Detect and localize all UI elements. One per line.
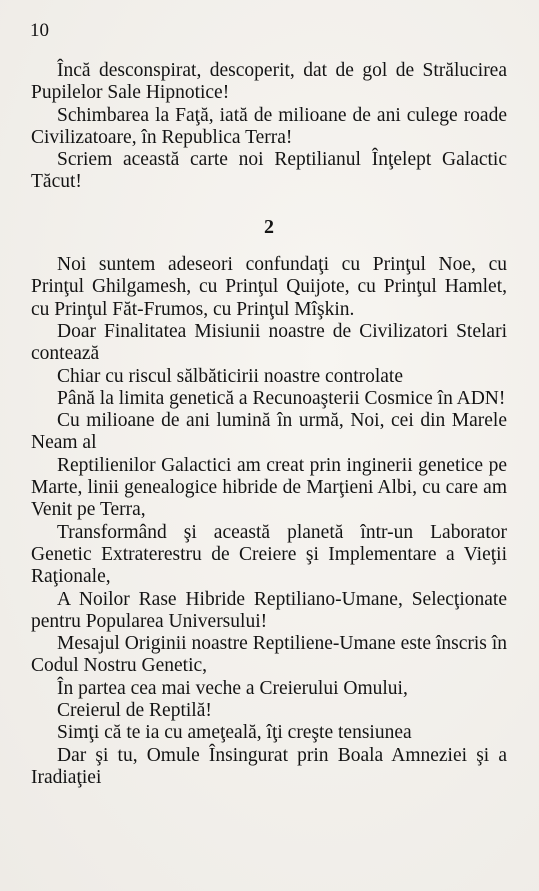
paragraph: Simţi că te ia cu ameţeală, îţi creşte tensiunea (57, 722, 412, 744)
paragraph: Scriem această carte noi Reptilianul Înţelept Galactic Tăcut! (31, 149, 507, 193)
paragraph: Schimbarea la Faţă, iată de milioane de ani culege roade Civilizatoare, în Republica Terra! (31, 104, 507, 148)
paragraph: Cu milioane de ani lumină în urmă, Noi, cei din Marele Neam al (31, 410, 507, 454)
paragraph: Noi suntem adeseori confundaţi cu Prinţul Noe, cu Prinţul Ghilgamesh, cu Prinţul Quijote, cu Prinţul Hamlet, cu Prinţul Făt-Frumos, cu Prinţul Mîşkin. (31, 254, 507, 320)
paragraph: Chiar cu riscul sălbăticirii noastre controlate (57, 365, 404, 387)
page-number: 10 (30, 20, 49, 41)
paragraph: Mesajul Originii noastre Reptiliene-Umane este înscris în Codul Nostru Genetic, (31, 633, 507, 677)
paragraph: A Noilor Rase Hibride Reptiliano-Umane, Selecţionate pentru Popularea Universului! (31, 588, 507, 632)
paragraph: Transformând şi această planetă într-un Laborator Genetic Extraterestru de Creiere şi Implementare a Vieţii Raţionale, (31, 521, 507, 588)
section-number: 2 (264, 215, 274, 238)
paragraph: În partea cea mai veche a Creierului Omului, (57, 677, 408, 699)
paragraph: Doar Finalitatea Misiunii noastre de Civilizatori Stelari contează (31, 320, 507, 365)
paragraph: Încă desconspirat, descoperit, dat de gol de Strălucirea Pupilelor Sale Hipnotice! (31, 60, 507, 104)
paragraph: Până la limita genetică a Recunoaşterii Cosmice în ADN! (57, 387, 506, 409)
body-text (31, 60, 507, 789)
paragraph: Dar şi tu, Omule Însingurat prin Boala Amneziei şi a Iradiaţiei (31, 744, 507, 788)
paragraph: Reptilienilor Galactici am creat prin inginerii genetice pe Marte, linii genealogice hibride de Marţieni Albi, cu care am Venit pe Terra, (31, 454, 507, 521)
paragraph: Creierul de Reptilă! (57, 700, 212, 722)
